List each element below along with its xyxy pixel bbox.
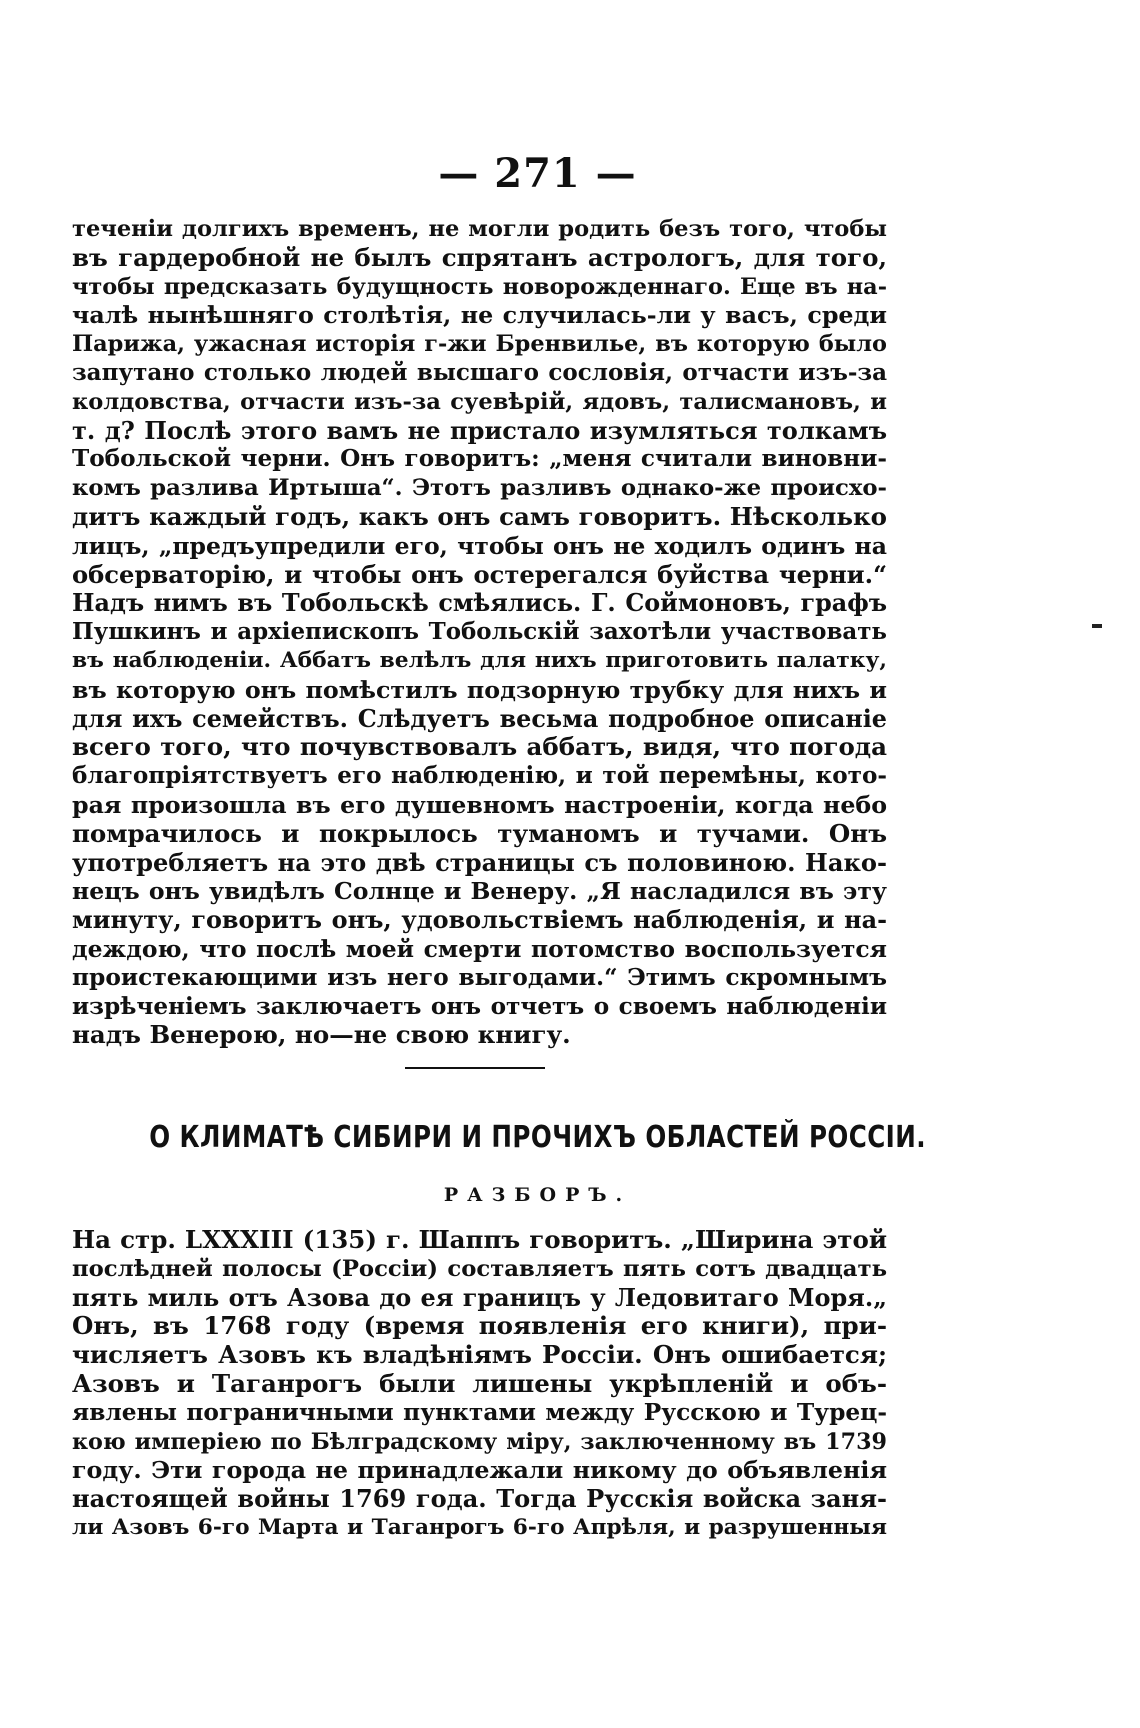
text-line: изрѣченіемъ заключаетъ онъ отчетъ о своемъ наблюденіи [72,992,887,1020]
paragraph-review [72,1226,887,1543]
text-line: комъ разлива Иртыша“. Этотъ разливъ однако-же происхо- [72,475,887,502]
text-line: Пушкинъ и архіепископъ Тобольскій захотѣли участвовать [72,618,887,646]
text-line: Онъ, въ 1768 году (время появленія его книги), при- [72,1312,887,1341]
text-line: На стр. LXXXIII (135) г. Шаппъ говоритъ. „Ширина этой [72,1226,887,1254]
section-subtitle: РАЗБОРЪ. [443,1184,632,1206]
section-divider [405,1067,545,1069]
paragraph-continuation [72,215,887,1050]
text-line: чтобы предсказать будущность новорожденнаго. Еще въ на- [72,273,887,300]
section-title: О КЛИМАТѢ СИБИРИ И ПРОЧИХЪ ОБЛАСТЕЙ РОССІИ. [149,1120,926,1155]
text-line: теченіи долгихъ временъ, не могли родить безъ того, чтобы [72,216,887,242]
text-line: всего того, что почувствовалъ аббатъ, видя, что погода [72,733,887,762]
text-line: для ихъ семействъ. Слѣдуетъ весьма подробное описаніе [72,704,887,733]
text-line: надъ Венерою, но—не свою книгу. [72,1021,571,1050]
text-line: явлены пограничными пунктами между Русскою и Турец- [72,1398,887,1426]
text-line: въ которую онъ помѣстилъ подзорную трубку для нихъ и [72,675,887,704]
text-line: минуту, говоритъ онъ, удовольствіемъ наблюденія, и на- [72,906,887,935]
text-line: чалѣ нынѣшняго столѣтія, не случилась-ли у васъ, среди [72,301,887,330]
text-line: Парижа, ужасная исторія г-жи Бренвилье, въ которую было [72,331,887,358]
text-line: Надъ нимъ въ Тобольскѣ смѣялись. Г. Соймоновъ, графъ [72,589,887,618]
text-line: благопріятствуетъ его наблюденію, и той перемѣны, кото- [72,762,887,790]
text-line: лицъ, „предъупредили его, чтобы онъ не ходилъ одинъ на [72,531,887,560]
text-line: послѣдней полосы (Россіи) составляетъ пять сотъ двадцать [72,1255,887,1282]
text-line: кою имперіею по Бѣлградскому міру, заключенному въ 1739 [72,1428,887,1455]
text-line: проистекающими изъ него выгодами.“ Этимъ скромнымъ [72,963,887,991]
text-line: Азовъ и Таганрогъ были лишены укрѣпленій и объ- [72,1369,887,1398]
text-line: числяетъ Азовъ къ владѣніямъ Россіи. Онъ ошибается; [72,1341,887,1370]
text-line: рая произошла въ его душевномъ настроеніи, когда небо [72,790,887,819]
text-line: т. д? Послѣ этого вамъ не пристало изумляться толкамъ [72,416,887,445]
text-line: пять миль отъ Азова до ея границъ у Ледовитаго Моря.„ [72,1283,887,1312]
text-line: году. Эти города не принадлежали никому до объявленія [72,1456,887,1485]
text-line: помрачилось и покрылось туманомъ и тучами. Онъ [72,819,887,848]
text-line: въ наблюденіи. Аббатъ велѣлъ для нихъ приготовить палатку, [72,647,887,673]
text-line: деждою, что послѣ моей смерти потомство воспользуется [72,934,887,963]
text-line: дитъ каждый годъ, какъ онъ самъ говоритъ. Нѣсколько [72,502,887,531]
text-line: употребляетъ на это двѣ страницы съ половиною. Нако- [72,848,887,877]
text-line: колдовства, отчасти изъ-за суевѣрій, ядовъ, талисмановъ, и [72,388,887,415]
page-number: — 271 — [438,150,637,197]
text-line: ли Азовъ 6-го Марта и Таганрогъ 6-го Апрѣля, и разрушенныя [72,1514,887,1540]
margin-mark [1092,624,1102,628]
text-line: настоящей войны 1769 года. Тогда Русскія войска заня- [72,1485,887,1514]
text-line: въ гардеробной не былъ спрятанъ астрологъ, для того, [72,243,887,272]
text-line: запутано столько людей высшаго сословія, отчасти изъ-за [72,358,887,386]
text-line: нецъ онъ увидѣлъ Солнце и Венеру. „Я насладился въ эту [72,877,887,906]
text-line: Тобольской черни. Онъ говоритъ: „меня считали виновни- [72,445,887,473]
text-line: обсерваторію, и чтобы онъ остерегался буйства черни.“ [72,560,887,589]
